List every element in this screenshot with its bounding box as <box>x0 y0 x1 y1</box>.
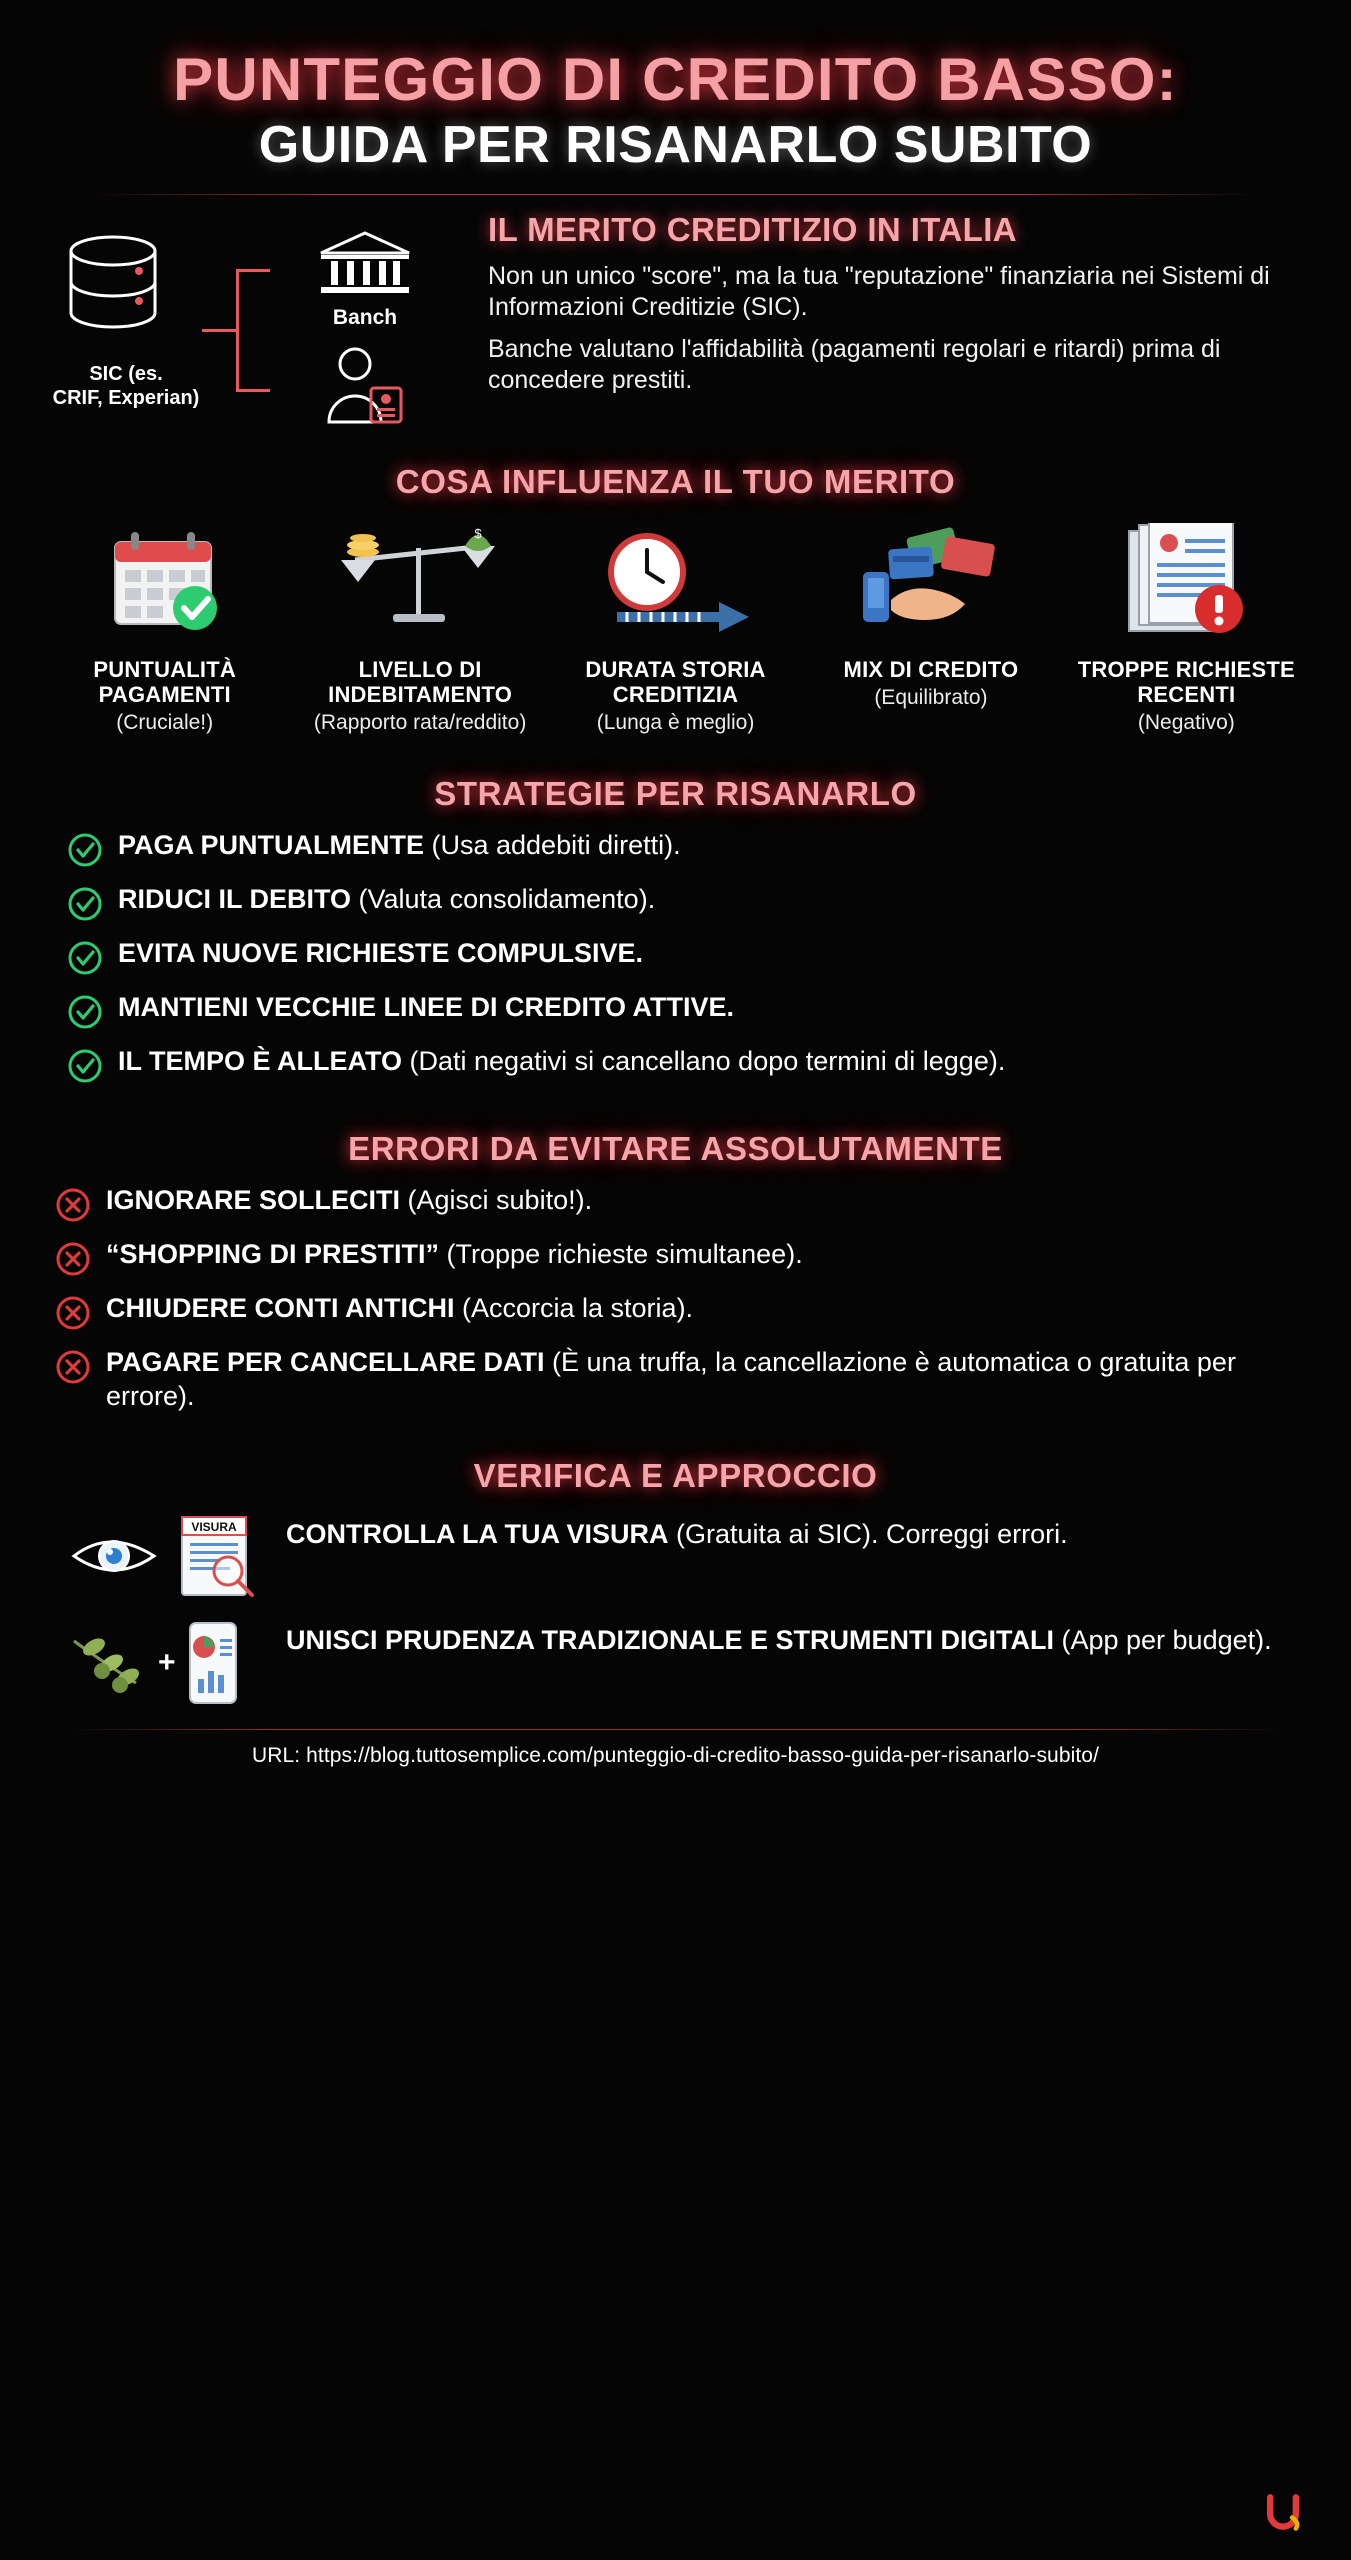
x-circle-icon <box>56 1350 90 1389</box>
smartphone-chart-icon <box>182 1619 244 1707</box>
factors-heading: COSA INFLUENZA IL TUO MERITO <box>395 462 956 500</box>
check-circle-icon <box>68 1049 102 1088</box>
footer-divider <box>67 1729 1283 1730</box>
eye-icon <box>68 1523 164 1589</box>
olive-branch-icon <box>68 1627 152 1699</box>
strategies-list <box>42 829 1309 1088</box>
page-subtitle: GUIDA PER RISANARLO SUBITO <box>258 115 1093 174</box>
check-circle-icon <box>68 941 102 980</box>
errors-list <box>42 1184 1309 1413</box>
check-circle-icon <box>68 833 102 872</box>
check-circle-icon <box>68 995 102 1034</box>
person-id-icon <box>317 342 413 432</box>
list-item-text: RIDUCI IL DEBITO (Valuta consolidamento). <box>118 884 656 915</box>
verify-heading: VERIFICA E APPROCCIO <box>473 1457 878 1495</box>
factor-sub: (Cruciale!) <box>116 710 214 734</box>
factor-title: DURATA STORIA CREDITIZIA <box>585 656 766 707</box>
list-item <box>68 991 1305 1034</box>
list-item-text: PAGA PUNTUALMENTE (Usa addebiti diretti). <box>118 830 681 861</box>
list-item-text: “SHOPPING DI PRESTITI” (Troppe richieste simultanee). <box>106 1239 803 1270</box>
title-divider <box>93 194 1259 195</box>
verify-text: UNISCI PRUDENZA TRADIZIONALE E STRUMENTI DIGITALI (App per budget). <box>286 1625 1272 1656</box>
factor-item <box>808 517 1053 735</box>
factor-title: MIX DI CREDITO <box>843 656 1019 682</box>
factor-sub: (Lunga è meglio) <box>596 710 755 734</box>
x-circle-icon <box>56 1242 90 1281</box>
intro-text <box>488 205 1309 407</box>
database-icon <box>51 227 201 347</box>
scales-balance-icon <box>297 517 542 647</box>
factor-title: TROPPE RICHIESTE RECENTI <box>1077 656 1295 707</box>
bank-group <box>270 227 460 437</box>
list-item-text: IL TEMPO È ALLEATO (Dati negativi si cancellano dopo termini di legge). <box>118 1046 1006 1077</box>
sic-group <box>42 227 210 410</box>
bank-building-icon <box>313 227 417 299</box>
list-item <box>68 883 1305 926</box>
list-item <box>56 1238 1305 1281</box>
list-item-text: EVITA NUOVE RICHIESTE COMPULSIVE. <box>118 938 644 969</box>
verify-text: CONTROLLA LA TUA VISURA (Gratuita ai SIC). Correggi errori. <box>286 1519 1068 1550</box>
x-circle-icon <box>56 1296 90 1335</box>
verify-art <box>68 1511 268 1599</box>
intro-graphic <box>42 205 472 437</box>
factor-sub: (Equilibrato) <box>874 685 988 709</box>
list-item-text: IGNORARE SOLLECITI (Agisci subito!). <box>106 1185 593 1216</box>
verify-art <box>68 1617 268 1707</box>
intro-paragraph-1: Non un unico "score", ma la tua "reputazione" finanziaria nei Sistemi di Informazioni Creditizie (SIC). <box>488 261 1270 322</box>
verify-item <box>42 1617 1309 1707</box>
factor-item <box>1064 517 1309 735</box>
plus-sign: + <box>158 1646 176 1680</box>
list-item <box>68 829 1305 872</box>
list-item <box>68 937 1305 980</box>
clock-arrow-icon <box>553 517 798 647</box>
list-item <box>68 1045 1305 1088</box>
strategies-heading: STRATEGIE PER RISANARLO <box>434 775 917 813</box>
title-block <box>42 48 1309 174</box>
connector-lines <box>210 245 270 415</box>
check-circle-icon <box>68 887 102 926</box>
list-item-text: PAGARE PER CANCELLARE DATI (È una truffa, la cancellazione è automatica o gratuita per errore). <box>106 1347 1236 1411</box>
x-circle-icon <box>56 1188 90 1227</box>
svg-text:$: $ <box>474 525 482 541</box>
list-item <box>56 1184 1305 1227</box>
intro-paragraph-2: Banche valutano l'affidabilità (pagamenti regolari e ritardi) prima di concedere prestiti. <box>488 334 1221 395</box>
verify-item <box>42 1511 1309 1599</box>
intro-heading: IL MERITO CREDITIZIO IN ITALIA <box>488 210 1017 248</box>
sic-label: SIC (es. CRIF, Experian) <box>52 362 200 409</box>
source-url[interactable]: URL: https://blog.tuttosemplice.com/punteggio-di-credito-basso-guida-per-risanarlo-subito/ <box>251 1744 1100 1768</box>
factor-title: PUNTUALITÀ PAGAMENTI <box>93 656 236 707</box>
documents-alert-icon <box>1064 517 1309 647</box>
list-item-text: MANTIENI VECCHIE LINEE DI CREDITO ATTIVE. <box>118 992 735 1023</box>
page-title: PUNTEGGIO DI CREDITO BASSO: <box>173 46 1178 113</box>
factor-sub: (Rapporto rata/reddito) <box>313 710 527 734</box>
factor-item <box>553 517 798 735</box>
document-magnifier-icon <box>170 1513 266 1599</box>
factors-row <box>42 517 1309 735</box>
intro-section <box>42 205 1309 437</box>
factor-sub: (Negativo) <box>1137 710 1235 734</box>
list-item <box>56 1346 1305 1413</box>
bank-label: Banch <box>332 305 398 329</box>
errors-heading: ERRORI DA EVITARE ASSOLUTAMENTE <box>348 1130 1003 1168</box>
brand-logo-icon <box>1261 2490 1305 2534</box>
credit-cards-hand-icon <box>808 517 1053 647</box>
factor-item <box>297 517 542 735</box>
calendar-check-icon <box>42 517 287 647</box>
factor-title: LIVELLO DI INDEBITAMENTO <box>328 656 513 707</box>
list-item <box>56 1292 1305 1335</box>
svg-text:VISURA: VISURA <box>191 1520 237 1535</box>
factor-item <box>42 517 287 735</box>
list-item-text: CHIUDERE CONTI ANTICHI (Accorcia la storia). <box>106 1293 694 1324</box>
